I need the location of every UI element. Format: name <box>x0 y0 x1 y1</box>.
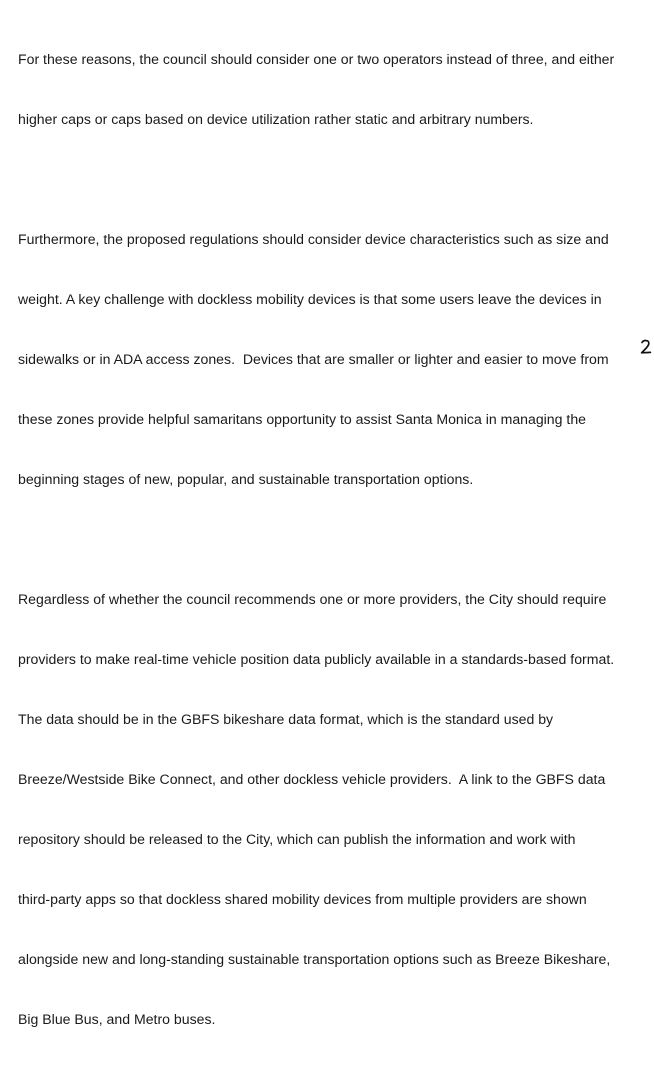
text-line: weight. A key challenge with dockless mobility devices is that some users leave the devices in <box>18 291 602 307</box>
text-line: these zones provide helpful samaritans opportunity to assist Santa Monica in managing the <box>18 411 586 427</box>
text-line: For these reasons, the council should consider one or two operators instead of three, and either <box>18 51 615 67</box>
text-line: higher caps or caps based on device utilization rather static and arbitrary numbers. <box>18 111 534 127</box>
text-line: The data should be in the GBFS bikeshare data format, which is the standard used by <box>18 711 554 727</box>
text-line: alongside new and long-standing sustainable transportation options such as Breeze Bikeshare, <box>18 951 611 967</box>
paragraph-operators <box>18 9 650 169</box>
text-line: third-party apps so that dockless shared mobility devices from multiple providers are shown <box>18 891 587 907</box>
handwritten-page-number <box>639 337 653 357</box>
paragraph-data-sharing <box>18 549 650 1069</box>
text-line: Furthermore, the proposed regulations should consider device characteristics such as size and <box>18 231 609 247</box>
text-line: Breeze/Westside Bike Connect, and other dockless vehicle providers. A link to the GBFS data <box>18 771 606 787</box>
text-line: sidewalks or in ADA access zones. Devices that are smaller or lighter and easier to move from <box>18 351 609 367</box>
text-line: Regardless of whether the council recommends one or more providers, the City should require <box>18 591 607 607</box>
text-line: beginning stages of new, popular, and sustainable transportation options. <box>18 471 474 487</box>
paragraph-device-characteristics <box>18 189 650 529</box>
text-line: Big Blue Bus, and Metro buses. <box>18 1011 216 1027</box>
document-body <box>18 9 650 1069</box>
text-line: repository should be released to the City, which can publish the information and work with <box>18 831 576 847</box>
text-line: providers to make real-time vehicle position data publicly available in a standards-based format. <box>18 651 615 667</box>
